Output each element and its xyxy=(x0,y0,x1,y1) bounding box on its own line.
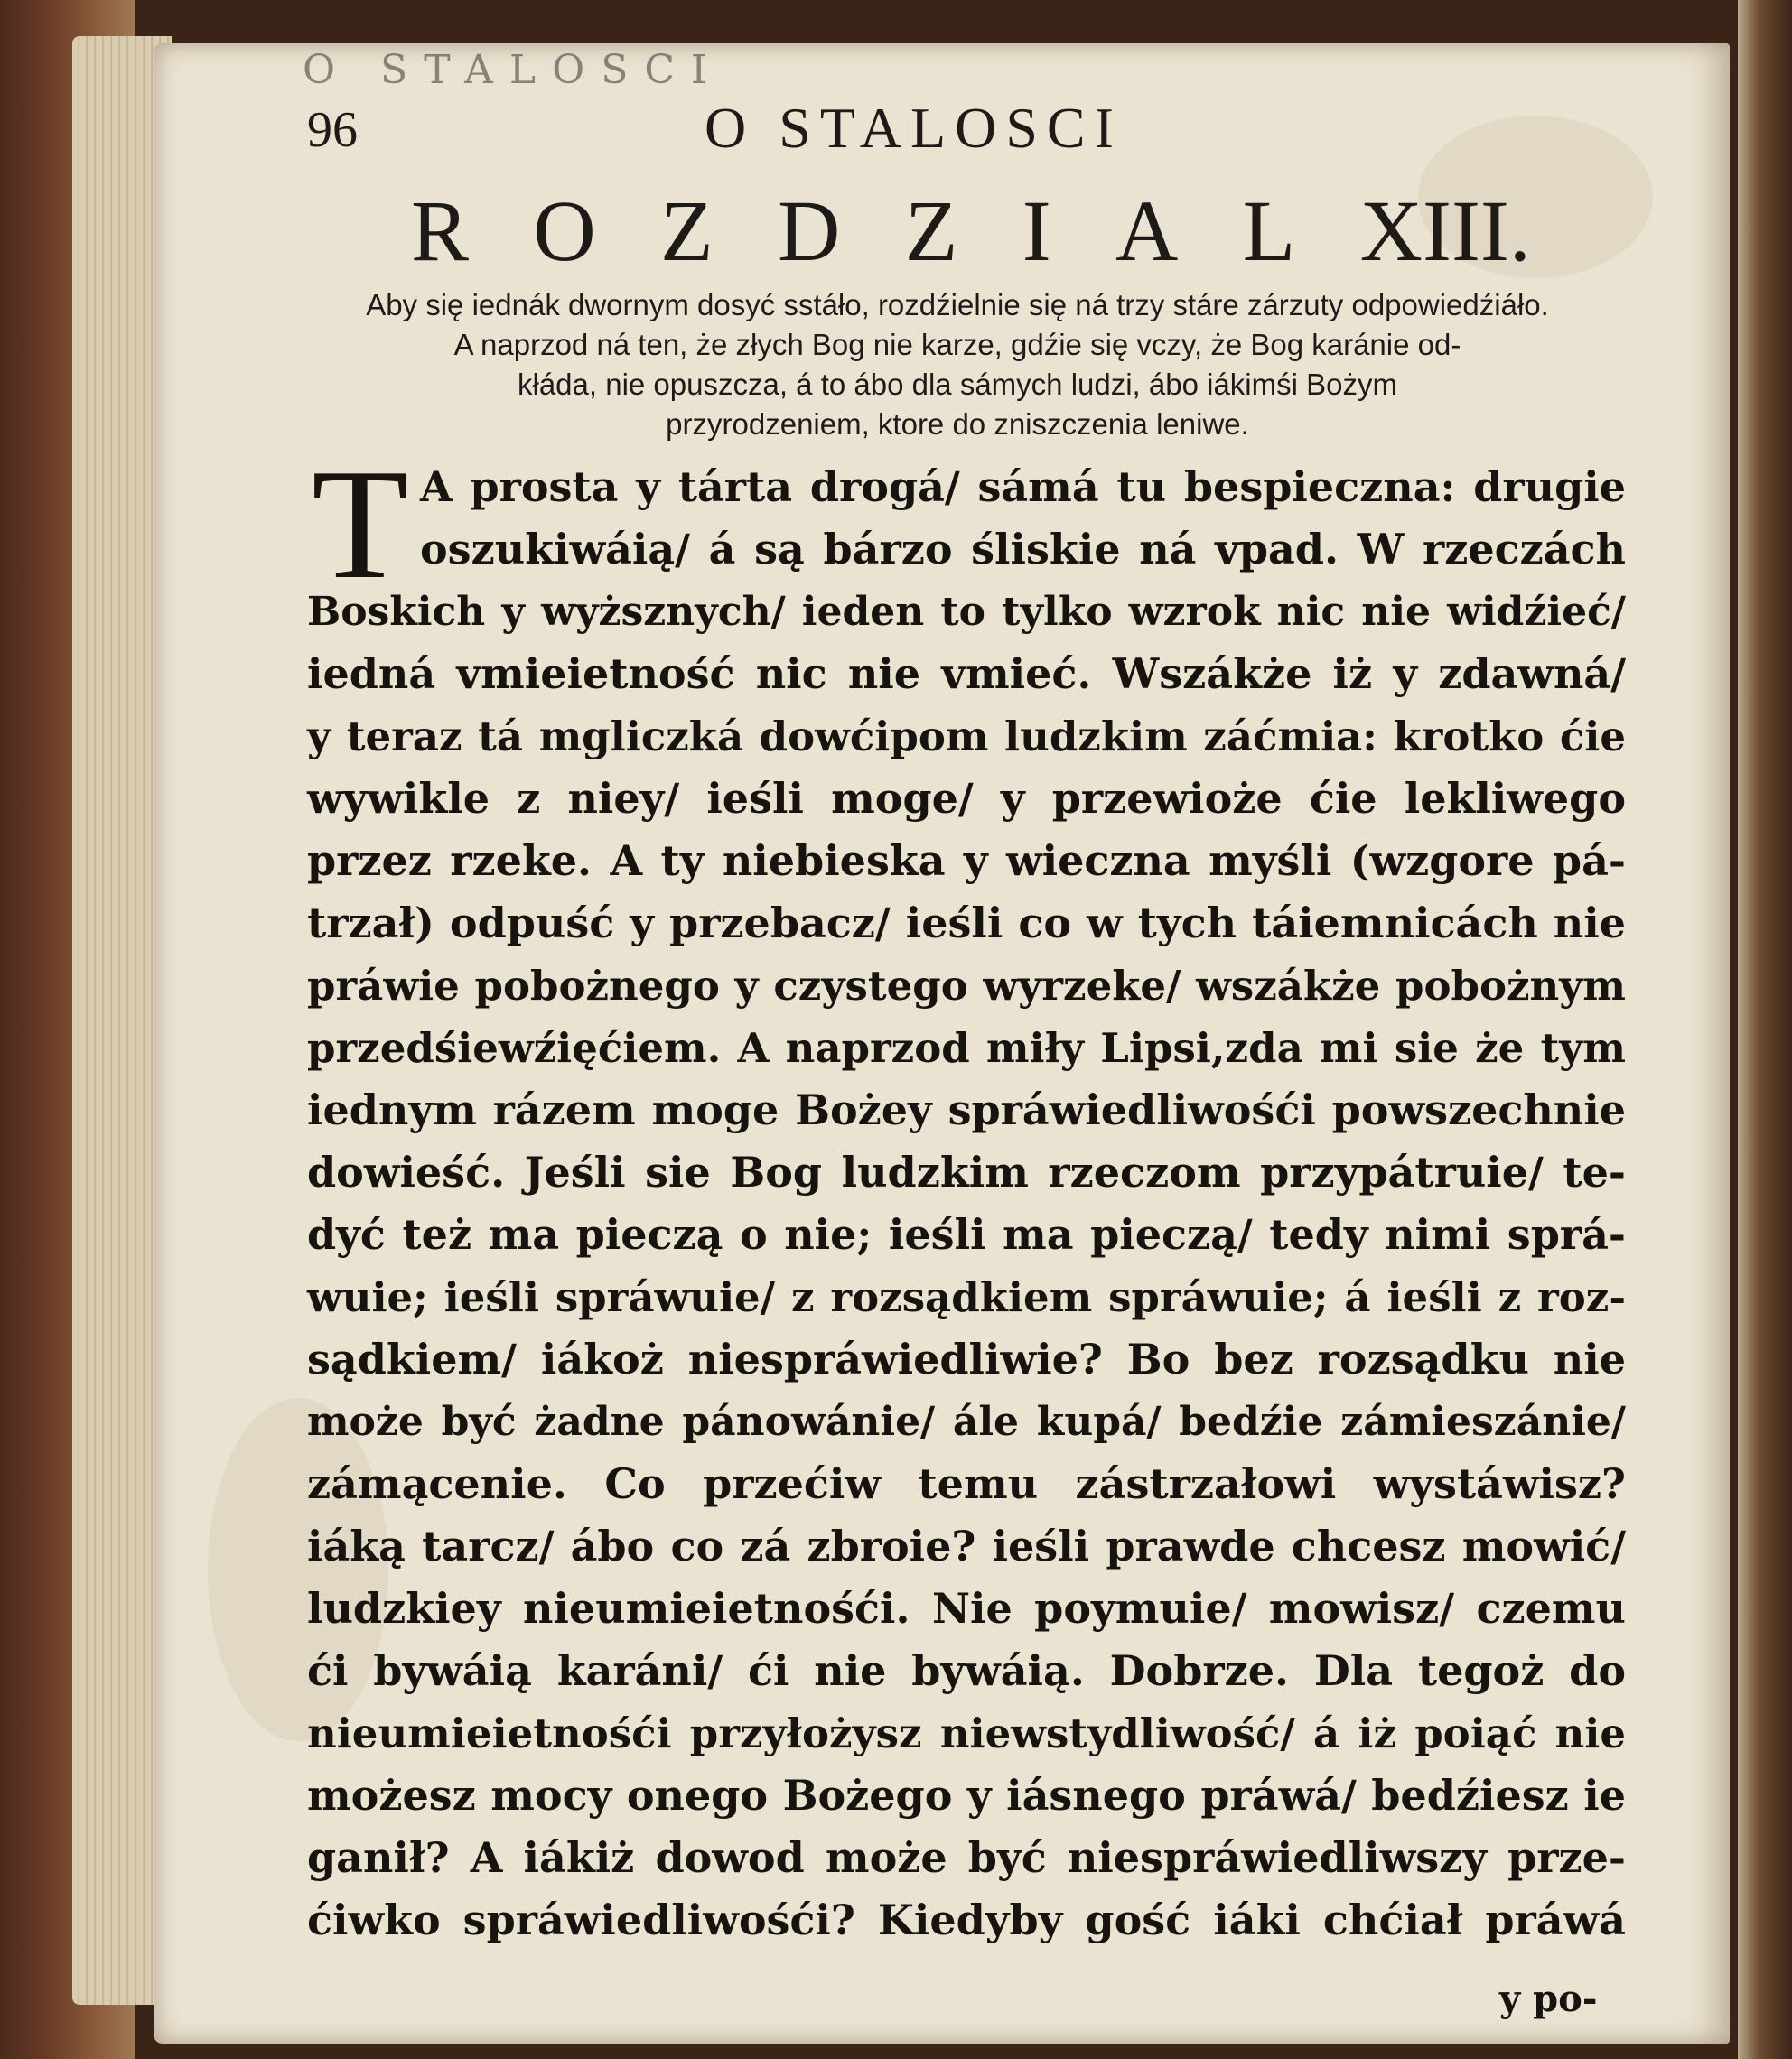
body-line: może być żadne pánowánie/ ále kupá/ bedźie zámieszánie/ xyxy=(307,1399,1626,1445)
body-line: iáką tarcz/ ábo co zá zbroie? ieśli prawde chcesz mowić/ xyxy=(307,1522,1626,1570)
body-line: dyć też ma pieczą o nie; ieśli ma pieczą/ tedy nimi sprá- xyxy=(307,1210,1626,1259)
running-head: O STALOSCI xyxy=(705,96,1123,160)
body-line: iednym rázem moge Bożey spráwiedliwośći powszechnie xyxy=(307,1085,1626,1134)
chapter-title-letter: Z xyxy=(660,182,714,279)
chapter-title-letter: D xyxy=(778,182,841,279)
body-line: przez rzeke. A ty niebieska y wieczna myśli (wzgore pá- xyxy=(307,836,1626,885)
body-line: dowieść. Jeśli sie Bog ludzkim rzeczom przypátruie/ te- xyxy=(307,1148,1626,1197)
body-line: przedśiewźięćiem. A naprzod miły Lipsi,zda mi sie że tym xyxy=(307,1024,1626,1072)
catchword: y po- xyxy=(1499,1978,1598,2020)
body-line: wuie; ieśli spráwuie/ z rozsądkiem spráwuie; á ieśli z roz- xyxy=(307,1273,1626,1321)
body-line: wywikle z niey/ ieśli moge/ y przewioże ćie lekliwego xyxy=(307,774,1626,823)
chapter-title-letter: R xyxy=(411,182,470,279)
body-line: ćiwko spráwiedliwośći? Kiedyby gość iáki chćiał práwá xyxy=(307,1896,1626,1944)
body-line: Boskich y wyższnych/ ieden to tylko wzrok nic nie widźieć/ xyxy=(307,589,1626,635)
body-line: práwie pobożnego y czystego wyrzeke/ wszákże pobożnym xyxy=(307,962,1626,1010)
drop-cap-initial: T xyxy=(312,436,408,611)
body-line: nieumieietnośći przyłożysz niewstydliwość/ á iż poiąć nie xyxy=(307,1710,1626,1757)
chapter-title-letter: O xyxy=(533,182,596,279)
bleed-through-header xyxy=(303,47,723,67)
chapter-title-letter: Z xyxy=(904,182,958,279)
chapter-title xyxy=(411,181,1531,281)
body-line: sądkiem/ iákoż niespráwiedliwie? Bo bez rozsądku nie xyxy=(307,1335,1626,1384)
body-line: możesz mocy onego Bożego y iásnego práwá/ bedźiesz ie xyxy=(307,1771,1626,1820)
summary-line: przyrodzeniem, ktore do zniszczenia leniwe. xyxy=(666,407,1249,441)
body-line: trzał) odpuść y przebacz/ ieśli co w tych táiemnicách nie xyxy=(307,899,1626,947)
summary-line: A naprzod ná ten, że złych Bog nie karze, gdźie się vczy, że Bog karánie od- xyxy=(453,328,1461,361)
body-line: y teraz tá mgliczká dowćipom ludzkim záćmia: krotko ćie xyxy=(307,713,1626,760)
body-text xyxy=(307,436,1626,1952)
page-number: 96 xyxy=(307,102,358,158)
body-line: oszukiwáią/ á są bárzo śliskie ná vpad. W rzeczách xyxy=(420,525,1626,573)
book-cover-right xyxy=(1738,0,1792,2059)
chapter-title-numeral: XIII. xyxy=(1359,182,1531,279)
body-line: A prosta y tárta drogá/ sámá tu bespieczna: drugie xyxy=(420,462,1626,511)
chapter-title-letter: I xyxy=(1022,182,1051,279)
chapter-summary xyxy=(298,285,1617,444)
chapter-title-letter: L xyxy=(1242,182,1296,279)
body-line: ludzkiey nieumieietnośći. Nie poymuie/ mowisz/ czemu xyxy=(307,1584,1626,1633)
body-line: ći bywáią karáni/ ći nie bywáią. Dobrze. Dla tegoż do xyxy=(307,1646,1626,1695)
body-line: zámącenie. Co przećiw temu zástrzałowi wystáwisz? xyxy=(307,1459,1626,1508)
summary-line: Aby się iednák dwornym dosyć sstáło, rozdźielnie się ná trzy stáre zárzuty odpowiedźiáło. xyxy=(366,288,1549,321)
body-line: ganił? A iákiż dowod może być niespráwiedliwszy prze- xyxy=(307,1833,1626,1882)
body-line: iedná vmieietność nic nie vmieć. Wszákże iż y zdawná/ xyxy=(307,649,1626,698)
summary-line: kłáda, nie opuszcza, á to ábo dla sámych ludzi, ábo iákimśi Bożym xyxy=(518,368,1397,401)
chapter-title-letter: A xyxy=(1115,182,1179,279)
